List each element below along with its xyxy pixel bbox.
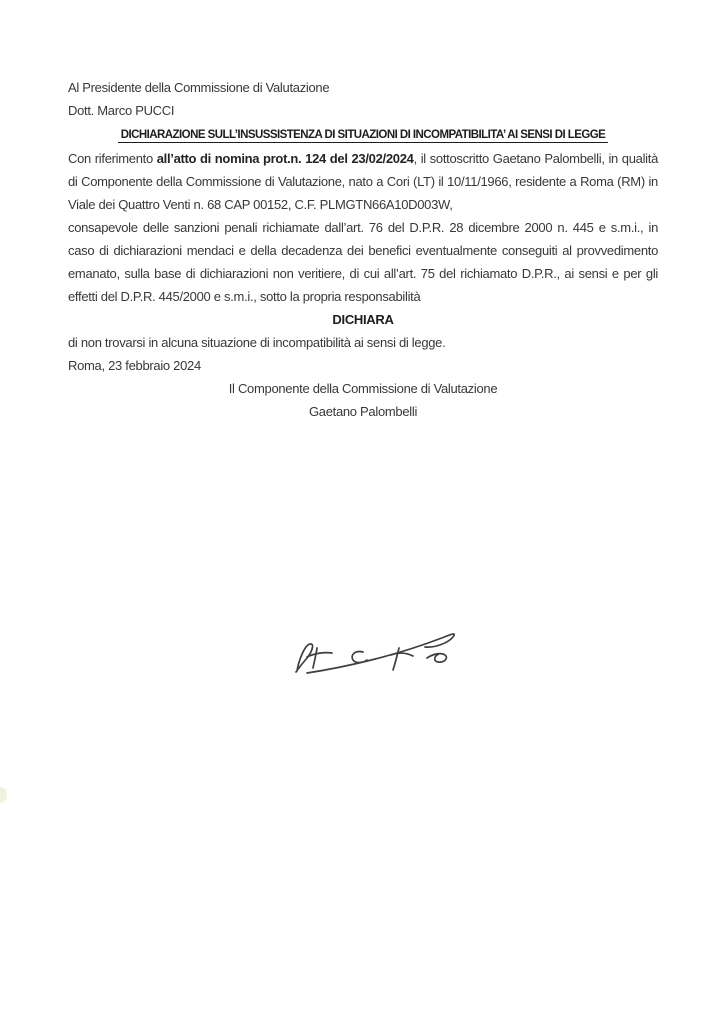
recipient-line-1: Al Presidente della Commissione di Valutazione <box>68 80 330 95</box>
recipient-line-2: Dott. Marco PUCCI <box>68 103 175 118</box>
declaration-heading: DICHIARA <box>332 312 394 327</box>
signature-name: Gaetano Palombelli <box>308 404 418 419</box>
signature-block <box>68 377 658 423</box>
handwritten-signature-icon <box>287 621 472 679</box>
paragraph-nomina-bold: all’atto di nomina prot.n. 124 del 23/02/2024 <box>156 151 414 166</box>
paragraph-sanzioni: consapevole delle sanzioni penali richiamate dall’art. 76 del D.P.R. 28 dicembre 2000 n. 445 e s.m.i., in caso di dichiarazioni mendaci e della decadenza dei benefici eventualmente conseguiti al provvedimento emanato, sulla base di dichiarazioni non veritiere, di cui all’art. 75 del richiamato D.P.R., ai sensi e per gli effetti del D.P.R. 445/2000 e s.m.i., sotto la propria responsabilità <box>68 220 658 304</box>
declaration-text: di non trovarsi in alcuna situazione di incompatibilità ai sensi di legge. <box>68 335 446 350</box>
signature-role: Il Componente della Commissione di Valutazione <box>228 381 498 396</box>
document-title-row <box>68 122 658 147</box>
paragraph-nomina-prefix: Con riferimento <box>68 151 157 166</box>
document-title: DICHIARAZIONE SULL’INSUSSISTENZA DI SITUAZIONI DI INCOMPATIBILITA’ AI SENSI DI LEGGE <box>118 129 609 143</box>
place-date: Roma, 23 febbraio 2024 <box>68 358 201 373</box>
document-content <box>68 0 658 423</box>
paragraph-nomina-suffix: , il sottoscritto Gaetano Palombelli, in qualità di Componente della Commissione di Valutazione, nato a Cori (LT) il 10/11/1966, residente a Roma (RM) in Viale dei Quattro Venti n. 68 CAP 00152, C.F. PLMGTN66A10D003W, <box>68 151 658 212</box>
scan-smudge <box>0 787 7 803</box>
paragraph-nomina <box>68 147 658 216</box>
